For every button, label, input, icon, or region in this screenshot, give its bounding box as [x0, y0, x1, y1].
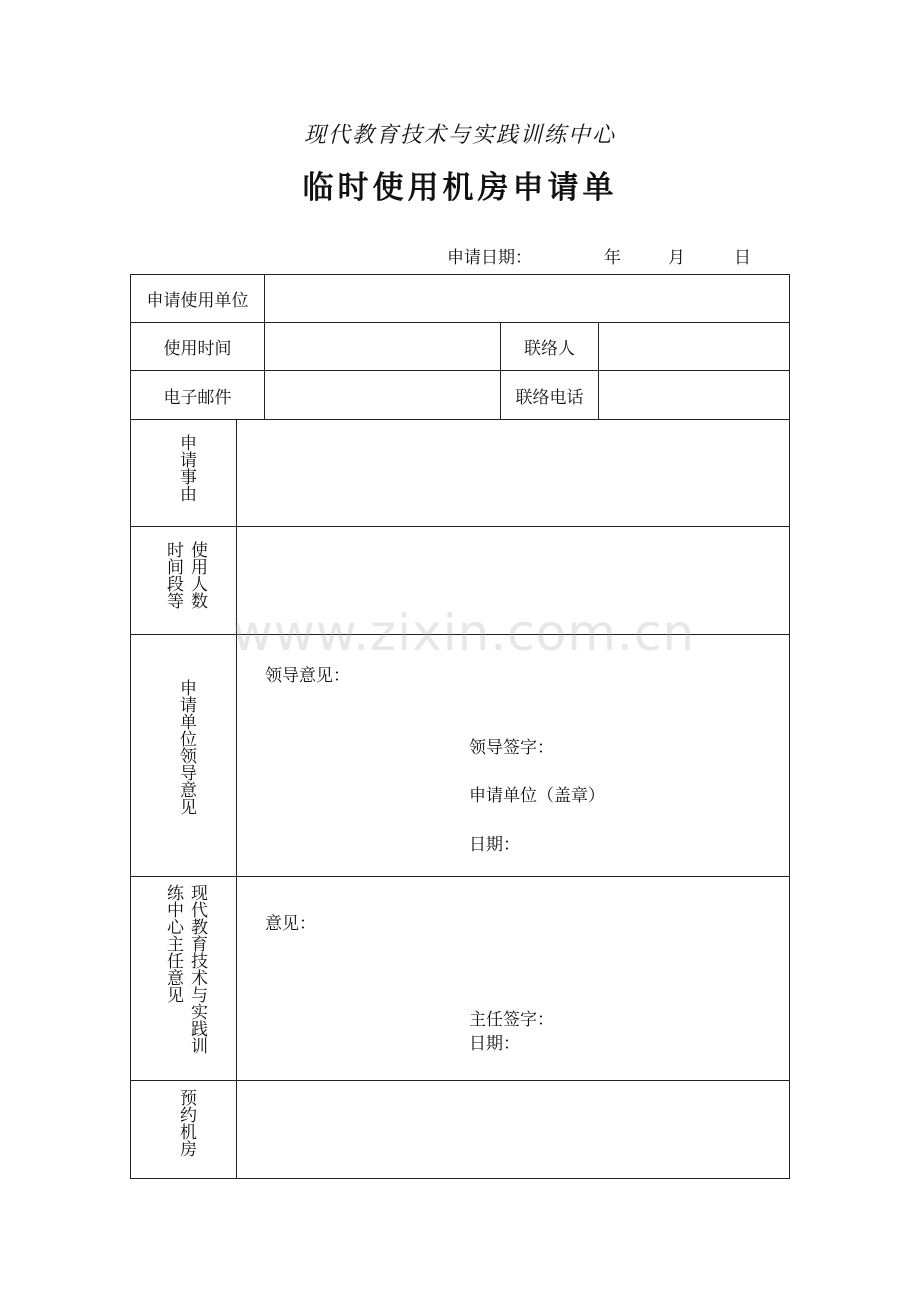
leader-label: 申请单位领导意见 — [176, 679, 196, 815]
director-label-cell — [130, 876, 237, 1081]
watermark: www.zixin.com.cn — [232, 604, 696, 662]
contact-label-cell — [500, 322, 599, 371]
director-label-col1: 现代教育技术与实践训 — [187, 884, 207, 1054]
reason-field[interactable] — [236, 419, 790, 527]
time-label: 使用时间 — [163, 339, 232, 359]
people-label-cell — [130, 526, 237, 635]
phone-field[interactable] — [598, 370, 790, 420]
time-field[interactable] — [264, 322, 501, 371]
director-date-label: 日期： — [469, 1034, 520, 1054]
contact-label: 联络人 — [524, 339, 575, 359]
email-label-cell — [130, 370, 265, 420]
contact-field[interactable] — [598, 322, 790, 371]
email-field[interactable] — [264, 370, 501, 420]
people-label-col2: 时间段等 — [163, 541, 183, 609]
leader-opinion-label: 领导意见： — [265, 666, 350, 686]
time-label-cell — [130, 322, 265, 371]
date-month: 月 — [668, 248, 685, 268]
center-subtitle: 现代教育技术与实践训练中心 — [303, 123, 616, 148]
unit-label-cell — [130, 274, 265, 323]
reserve-label: 预约机房 — [176, 1089, 196, 1157]
unit-label: 申请使用单位 — [146, 291, 249, 311]
phone-label-cell — [500, 370, 599, 420]
leader-date-label: 日期： — [469, 835, 520, 855]
application-form — [130, 274, 790, 1179]
director-sign-label: 主任签字： — [469, 1010, 554, 1030]
leader-opinion-area[interactable] — [236, 634, 790, 877]
date-day: 日 — [734, 248, 751, 268]
director-label-col2: 练中心主任意见 — [163, 884, 183, 1003]
email-label: 电子邮件 — [163, 387, 232, 408]
date-label: 申请日期： — [447, 248, 532, 268]
director-opinion-label: 意见： — [265, 914, 316, 934]
reserve-label-cell — [130, 1080, 237, 1179]
phone-label: 联络电话 — [515, 387, 584, 408]
leader-label-cell — [130, 634, 237, 877]
leader-unit-label: 申请单位（盖章） — [469, 786, 605, 806]
reason-label: 申请事由 — [176, 434, 196, 502]
director-opinion-area[interactable] — [236, 876, 790, 1081]
form-title: 临时使用机房申请单 — [302, 170, 618, 206]
leader-sign-label: 领导签字： — [469, 738, 554, 758]
reserve-field[interactable] — [236, 1080, 790, 1179]
unit-field[interactable] — [264, 274, 790, 323]
people-label-col1: 使用人数 — [187, 541, 207, 609]
date-year: 年 — [604, 248, 621, 268]
reason-label-cell — [130, 419, 237, 527]
